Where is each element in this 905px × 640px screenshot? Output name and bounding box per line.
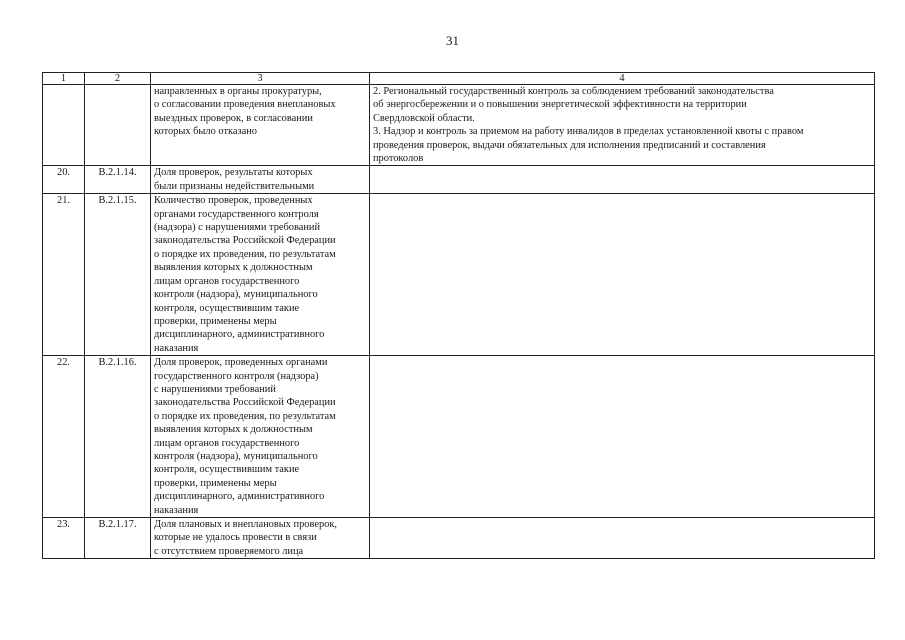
description-line: лицам органов государственного — [154, 437, 300, 449]
description-line: о согласовании проведения внеплановых — [154, 99, 336, 111]
header-row — [43, 73, 875, 85]
column-header-3: 3 — [151, 73, 370, 85]
description-line: дисциплинарного, административного — [154, 491, 325, 503]
description-line: Доля проверок, проведенных органами — [154, 357, 328, 369]
description-line: с отсутствием проверяемого лица — [154, 545, 304, 557]
indicator-description — [151, 194, 370, 356]
indicator-code — [85, 85, 151, 166]
control-types — [370, 518, 875, 559]
description-line: дисциплинарного, административного — [154, 329, 325, 341]
description-line: (надзора) с нарушениями требований — [154, 222, 321, 234]
description-line: Доля проверок, результаты которых — [154, 167, 313, 179]
row-number: 22. — [43, 356, 85, 518]
description-line: контроля (надзора), муниципального — [154, 289, 318, 301]
description-line: законодательства Российской Федерации — [154, 235, 336, 247]
indicator-description — [151, 166, 370, 194]
indicator-code: В.2.1.14. — [85, 166, 151, 194]
description-line: контроля, осуществившим такие — [154, 464, 300, 476]
table-row — [43, 85, 875, 166]
table-row — [43, 166, 875, 194]
control-type-line: проведения проверок, выдачи обязательных для исполнения предписаний и составления — [373, 139, 766, 151]
description-line: контроля, осуществившим такие — [154, 302, 300, 314]
description-line: Доля плановых и внеплановых проверок, — [154, 519, 337, 530]
indicator-description — [151, 85, 370, 166]
control-type-line: 3. Надзор и контроль за приемом на работу инвалидов в пределах установленной квоты с правом — [373, 126, 804, 138]
row-number — [43, 85, 85, 166]
description-line: выявления которых к должностным — [154, 262, 313, 274]
description-line: о порядке их проведения, по результатам — [154, 248, 336, 260]
row-number: 21. — [43, 194, 85, 356]
control-type-line: протоколов — [373, 153, 424, 165]
control-types — [370, 356, 875, 518]
row-number: 23. — [43, 518, 85, 559]
control-type-line: об энергосбережении и о повышении энергетической эффективности на территории — [373, 99, 747, 111]
description-line: лицам органов государственного — [154, 275, 300, 287]
description-line: направленных в органы прокуратуры, — [154, 86, 322, 97]
description-line: о порядке их проведения, по результатам — [154, 410, 336, 422]
column-header-2: 2 — [85, 73, 151, 85]
control-type-line: 2. Региональный государственный контроль за соблюдением требований законодательства — [373, 86, 774, 97]
column-header-1: 1 — [43, 73, 85, 85]
description-line: выездных проверок, в согласовании — [154, 112, 313, 124]
description-line: выявления которых к должностным — [154, 424, 313, 436]
description-line: проверки, применены меры — [154, 315, 277, 327]
control-types — [370, 194, 875, 356]
description-line: государственного контроля (надзора) — [154, 370, 319, 382]
indicator-description — [151, 356, 370, 518]
control-types — [370, 166, 875, 194]
description-line: были признаны недействительными — [154, 180, 315, 192]
control-types — [370, 85, 875, 166]
table-header — [43, 73, 875, 85]
description-line: наказания — [154, 342, 199, 354]
control-type-line: Свердловской области. — [373, 112, 475, 124]
table-row — [43, 356, 875, 518]
description-line: контроля (надзора), муниципального — [154, 450, 318, 462]
description-line: которых было отказано — [154, 126, 257, 138]
description-line: проверки, применены меры — [154, 477, 277, 489]
indicator-code: В.2.1.17. — [85, 518, 151, 559]
indicator-description — [151, 518, 370, 559]
description-line: законодательства Российской Федерации — [154, 397, 336, 409]
row-number: 20. — [43, 166, 85, 194]
indicator-code: В.2.1.15. — [85, 194, 151, 356]
table-row — [43, 518, 875, 559]
indicator-table — [42, 72, 875, 559]
indicator-code: В.2.1.16. — [85, 356, 151, 518]
page-number: 31 — [446, 33, 459, 48]
description-line: которые не удалось провести в связи — [154, 532, 317, 544]
column-header-4: 4 — [370, 73, 875, 85]
table-row — [43, 194, 875, 356]
description-line: органами государственного контроля — [154, 208, 319, 220]
description-line: наказания — [154, 504, 199, 516]
table-body — [43, 85, 875, 559]
description-line: с нарушениями требований — [154, 383, 276, 395]
description-line: Количество проверок, проведенных — [154, 195, 313, 207]
